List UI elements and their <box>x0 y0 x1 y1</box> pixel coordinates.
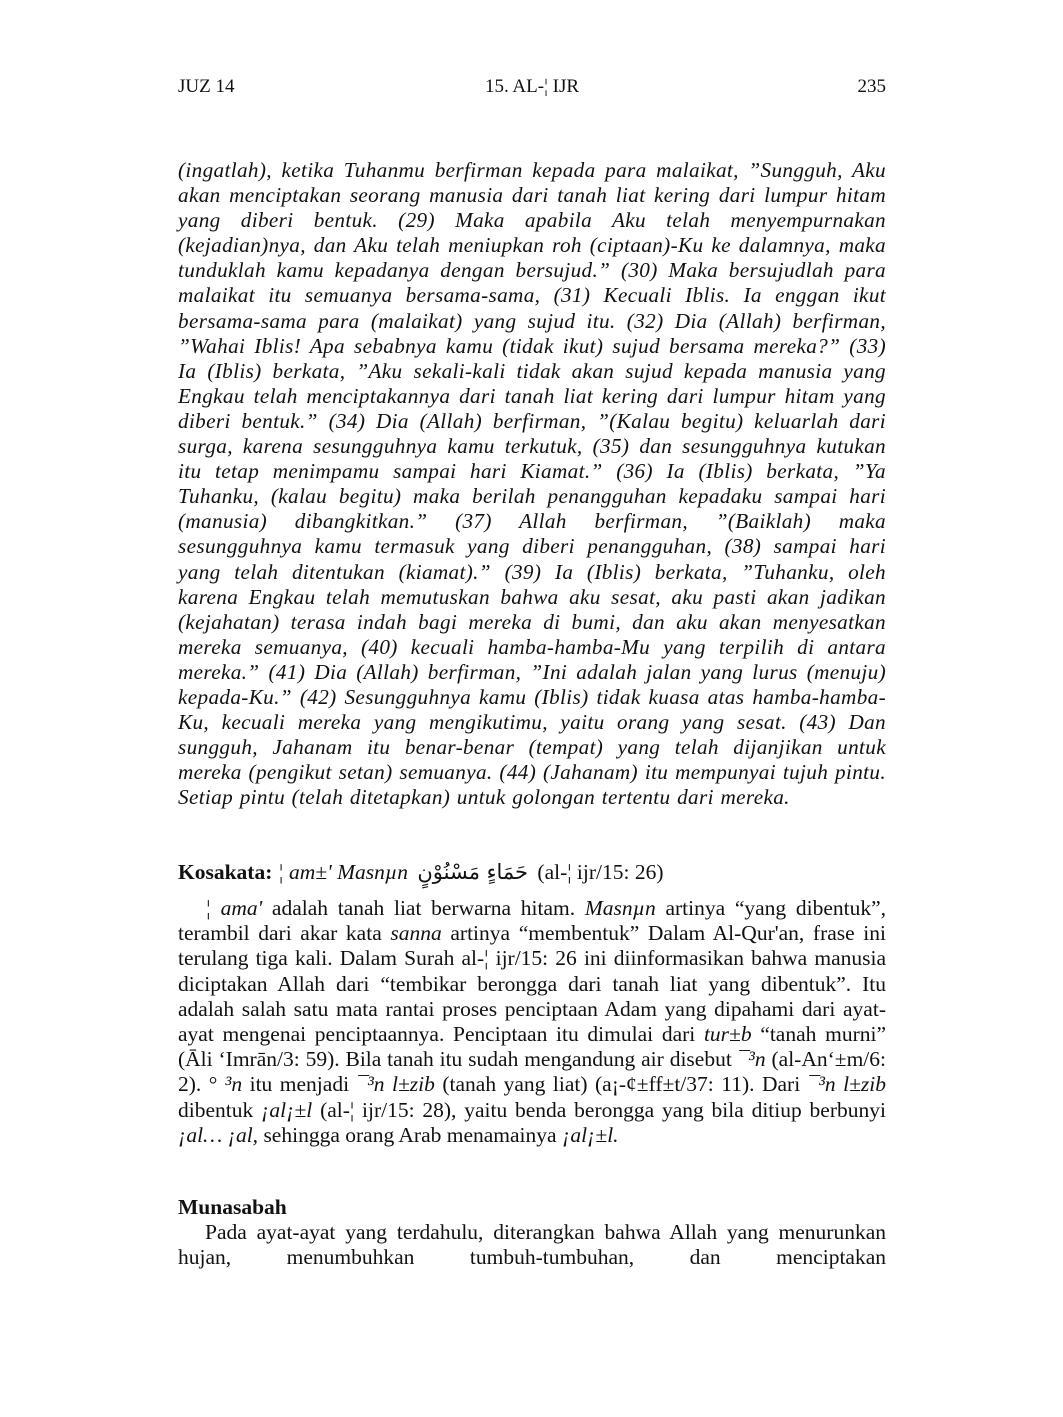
kosakata-label: Kosakata: <box>178 860 273 884</box>
kosakata-body-segment: Masnµn <box>584 896 656 920</box>
kosakata-body-segment: sanna <box>390 921 442 946</box>
page-number: 235 <box>857 76 886 97</box>
kosakata-body-segment: ¯³n <box>737 1047 766 1072</box>
munasabah-heading: Munasabah <box>178 1195 287 1219</box>
kosakata-body-segment: ¡al¡±l. <box>561 1122 619 1147</box>
kosakata-body <box>178 896 886 1148</box>
kosakata-body-segment: ¡al… ¡al, <box>178 1122 259 1147</box>
kosakata-body-segment: tur±b <box>703 1022 752 1047</box>
surah-title: 15. AL-¦ IJR <box>484 76 580 97</box>
kosakata-heading <box>178 858 886 886</box>
kosakata-body-segment: ¦ ama' <box>205 896 263 920</box>
kosakata-body-segment: (al-¦ ijr/15: 28), yaitu benda berongga yang bila ditiup berbunyi <box>312 1097 886 1122</box>
kosakata-term: ¦ am±' Masnµn <box>277 860 408 884</box>
kosakata-body-segment: ³n <box>224 1072 243 1097</box>
verse-translation: (ingatlah), ketika Tuhanmu berfirman kepada para malaikat, ”Sungguh, Aku akan menciptakan seorang manusia dari tanah liat kering dari lumpur hitam yang diberi bentuk. (29) Maka apabila Aku telah menyempurnakan (kejadian)nya, dan Aku telah meniupkan roh (ciptaan)-Ku ke dalamnya, maka tunduklah kamu kepadanya dengan bersujud.” (30) Maka bersujudlah para malaikat itu semuanya bersama-sama, (31) Kecuali Iblis. Ia enggan ikut bersama-sama para (malaikat) yang sujud itu. (32) Dia (Allah) berfirman, ”Wahai Iblis! Apa sebabnya kamu (tidak ikut) sujud bersama mereka?” (33) Ia (Iblis) berkata, ”Aku sekali-kali tidak akan sujud kepada manusia yang Engkau telah menciptakannya dari tanah liat kering dari lumpur hitam yang diberi bentuk.” (34) Dia (Allah) berfirman, ”(Kalau begitu) keluarlah dari surga, karena sesungguhnya kamu terkutuk, (35) dan sesungguhnya kutukan itu tetap menimpamu sampai hari Kiamat.” (36) Ia (Iblis) berkata, ”Ya Tuhanku, (kalau begitu) maka berilah penangguhan kepadaku sampai hari (manusia) dibangkitkan.” (37) Allah berfirman, ”(Baiklah) maka sesungguhnya kamu termasuk yang diberi penangguhan, (38) sampai hari yang telah ditentukan (kiamat).” (39) Ia (Iblis) berkata, ”Tuhanku, oleh karena Engkau telah memutuskan bahwa aku sesat, aku pasti akan jadikan (kejahatan) terasa indah bagi mereka di bumi, dan aku akan menyesatkan mereka semuanya, (40) kecuali hamba-hamba-Mu yang terpilih di antara mereka.” (41) Dia (Allah) berfirman, ”Ini adalah jalan yang lurus (menuju) kepada-Ku.” (42) Sesungguhnya kamu (Iblis) tidak kuasa atas hamba-hamba-Ku, kecuali mereka yang mengikutimu, yaitu orang yang sesat. (43) Dan sungguh, Jahanam itu benar-benar (tempat) yang telah dijanjikan untuk mereka (pengikut setan) semuanya. (44) (Jahanam) itu mempunyai tujuh pintu. Setiap pintu (telah ditetapkan) untuk golongan tertentu dari mereka. <box>178 158 886 810</box>
kosakata-body-segment: artinya “yang dibentuk”, terambil dari akar kata <box>178 896 887 946</box>
kosakata-body-segment: sehingga orang Arab menamainya <box>258 1122 562 1147</box>
juz-label: JUZ 14 <box>178 76 235 97</box>
kosakata-body-segment: adalah tanah liat berwarna hitam. <box>262 896 585 920</box>
kosakata-body-segment: dibentuk <box>178 1097 262 1122</box>
kosakata-body-segment: ¯³n l±zib <box>807 1072 886 1097</box>
kosakata-reference: (al-¦ ijr/15: 26) <box>537 860 664 884</box>
page-header <box>178 76 886 100</box>
kosakata-body-segment: ¯³n l±zib <box>356 1072 435 1097</box>
kosakata-arabic: حَمَاءٍ مَسْنُوْنٍ <box>417 860 529 884</box>
kosakata-body-segment: (al-An‘±m/6: 2). ° <box>178 1047 886 1097</box>
kosakata-body-segment: (tanah yang liat) (a¡-¢±ff±t/37: 11). Dari <box>434 1072 808 1097</box>
kosakata-body-segment: ¡al¡±l <box>261 1097 313 1122</box>
kosakata-body-segment: artinya “membentuk” Dalam Al-Qur'an, frase ini terulang tiga kali. Dalam Surah al-¦ ijr/15: 26 ini diinformasikan bahwa manusia diciptakan Allah dari “tembikar berongga dari tanah liat yang dibentuk”. Itu adalah salah satu mata rantai proses penciptaan Adam yang dipahami dari ayat-ayat mengenai penciptaannya. Penciptaan itu dimulai dari <box>178 921 887 1047</box>
munasabah-body: Pada ayat-ayat yang terdahulu, diterangkan bahwa Allah yang menurunkan hujan, menumbuhkan tumbuh-tumbuhan, dan menciptakan <box>178 1220 886 1270</box>
kosakata-body-segment: “tanah murni” (Āli ‘Imrān/3: 59). Bila tanah itu sudah mengandung air disebut <box>178 1022 886 1072</box>
kosakata-body-segment: itu menjadi <box>242 1072 357 1097</box>
